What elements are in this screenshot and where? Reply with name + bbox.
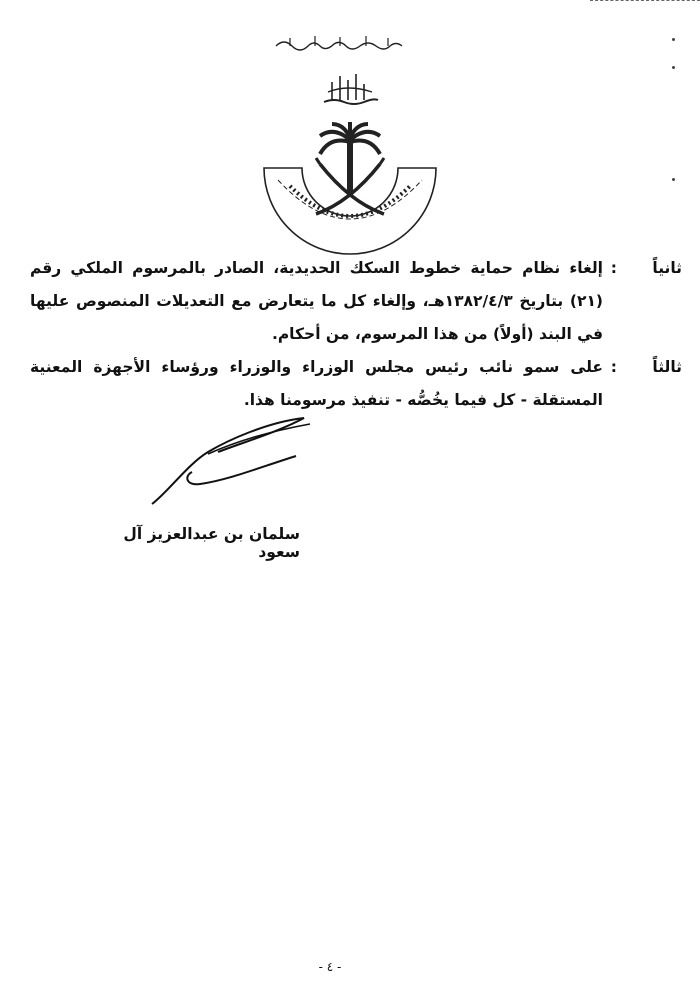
handwritten-signature: [148, 412, 318, 512]
margin-dot: [672, 178, 675, 181]
bismillah-calligraphy: [270, 32, 410, 52]
shahada-calligraphy: [318, 70, 382, 110]
decree-body: [30, 252, 682, 417]
clause-colon: :: [610, 259, 617, 277]
clause-text: إلغاء نظام حماية خطوط السكك الحديدية، الصادر بالمرسوم الملكي رقم (٢١) بتاريخ ١٣٨٢/٤/٣هـ، وإلغاء كل ما يتعارض مع التعديلات المنصوص عليها في البند (أولاً) من هذا المرسوم، من أحكام.: [30, 259, 603, 343]
clause-second: [30, 252, 682, 351]
clause-text: على سمو نائب رئيس مجلس الوزراء والوزراء ورؤساء الأجهزة المعنية المستقلة - كل فيما يخُصُّه - تنفيذ مرسومنا هذا.: [30, 358, 603, 409]
clause-third: [30, 351, 682, 417]
page-number: - ٤ -: [318, 960, 342, 974]
margin-dot: [672, 38, 675, 41]
clause-label: ثانياً: [652, 259, 682, 277]
saudi-emblem-icon: [260, 120, 440, 265]
clause-label: ثالثاً: [652, 358, 682, 376]
clause-colon: :: [610, 358, 617, 376]
top-dashed-line: [590, 0, 700, 1]
signer-name: سلمان بن عبدالعزيز آل سعود: [123, 525, 300, 561]
margin-dot: [672, 66, 675, 69]
